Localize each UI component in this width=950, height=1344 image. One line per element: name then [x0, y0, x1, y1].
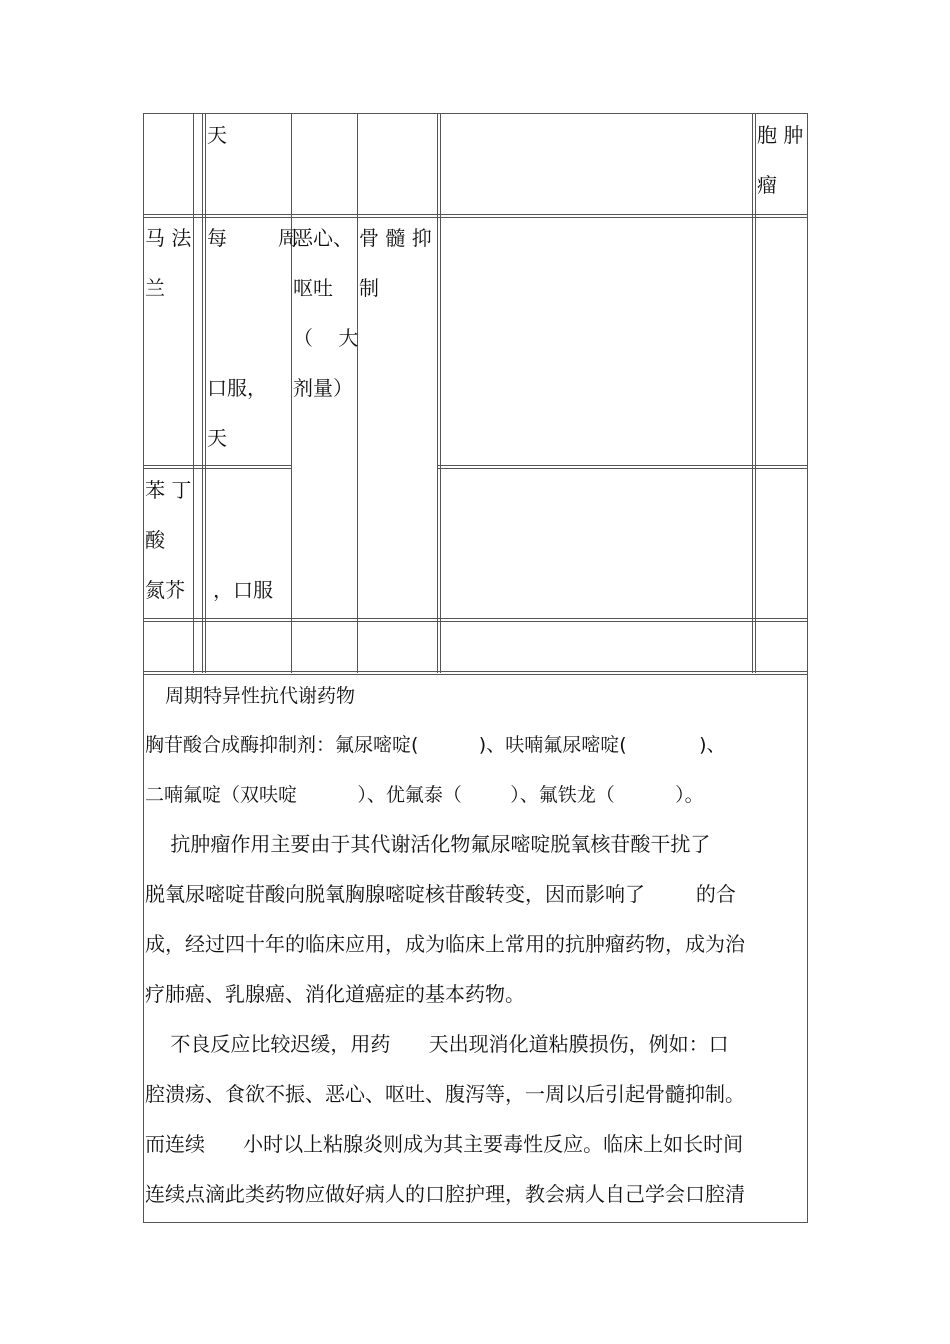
- table-cell-dose: 每 周: [207, 226, 298, 250]
- table-cell-indication: 瘤: [757, 173, 777, 197]
- table-cell-indication: 胞 肿: [757, 123, 804, 147]
- paragraph-line: 胸苷酸合成酶抑制剂：氟尿嘧啶( )、呋喃氟尿嘧啶( )、: [145, 734, 726, 756]
- table-cell-dose: ，口服: [213, 578, 273, 602]
- table-vline: [205, 113, 206, 673]
- table-cell-drug-name: 氮芥: [145, 578, 185, 602]
- paragraph-line: 成，经过四十年的临床应用，成为临床上常用的抗肿瘤药物，成为治: [145, 932, 745, 956]
- table-cell-toxicity: 制: [359, 276, 379, 300]
- table-cell-side-effect: 呕吐: [293, 276, 333, 300]
- table-cell-drug-name: 兰: [145, 276, 165, 300]
- table-cell-dose: 口服，: [207, 376, 267, 400]
- section-heading: 周期特异性抗代谢药物: [165, 685, 356, 707]
- table-hline: [143, 621, 808, 622]
- table-cell-side-effect: 剂量）: [293, 376, 353, 400]
- paragraph-line: 抗肿瘤作用主要由于其代谢活化物氟尿嘧啶脱氧核苷酸干扰了: [145, 832, 711, 856]
- table-cell-drug-name: 马 法: [145, 226, 192, 250]
- paragraph-line: 疗肺癌、乳腺癌、消化道癌症的基本药物。: [145, 982, 525, 1006]
- table-cell-drug-name: 苯 丁: [145, 478, 192, 502]
- table-cell-side-effect: （ 大: [293, 326, 359, 350]
- table-cell-dose: 天: [207, 123, 227, 147]
- paragraph-line: 腔溃疡、食欲不振、恶心、呕吐、腹泻等，一周以后引起骨髓抑制。: [145, 1082, 745, 1106]
- table-vline: [193, 113, 194, 673]
- table-vline: [202, 113, 203, 673]
- paragraph-line: 而连续 小时以上粘腺炎则成为其主要毒性反应。临床上如长时间: [145, 1132, 744, 1156]
- table-cell-drug-name: 酸: [145, 528, 165, 552]
- table-vline: [357, 113, 358, 673]
- table-vline: [752, 113, 753, 673]
- table-hline: [143, 618, 808, 619]
- table-vline: [437, 113, 438, 673]
- table-cell-toxicity: 骨 髓 抑: [359, 226, 432, 250]
- table-hline: [437, 468, 808, 469]
- table-hline: [437, 465, 808, 466]
- table-vline: [755, 113, 756, 673]
- table-cell-dose: 天: [207, 426, 227, 450]
- table-cell-side-effect: 恶心、: [293, 226, 353, 250]
- table-vline: [440, 113, 441, 673]
- paragraph-line: 连续点滴此类药物应做好病人的口腔护理，教会病人自己学会口腔清: [145, 1182, 745, 1206]
- paragraph-line: 二喃氟啶（双呋啶 ）、优氟泰（ ）、氟铁龙（ ）。: [145, 784, 704, 806]
- paragraph-line: 脱氧尿嘧啶苷酸向脱氧胸腺嘧啶核苷酸转变，因而影响了 的合: [145, 882, 736, 906]
- paragraph-line: 不良反应比较迟缓，用药 天出现消化道粘膜损伤，例如：口: [145, 1032, 729, 1056]
- table-vline: [291, 113, 292, 673]
